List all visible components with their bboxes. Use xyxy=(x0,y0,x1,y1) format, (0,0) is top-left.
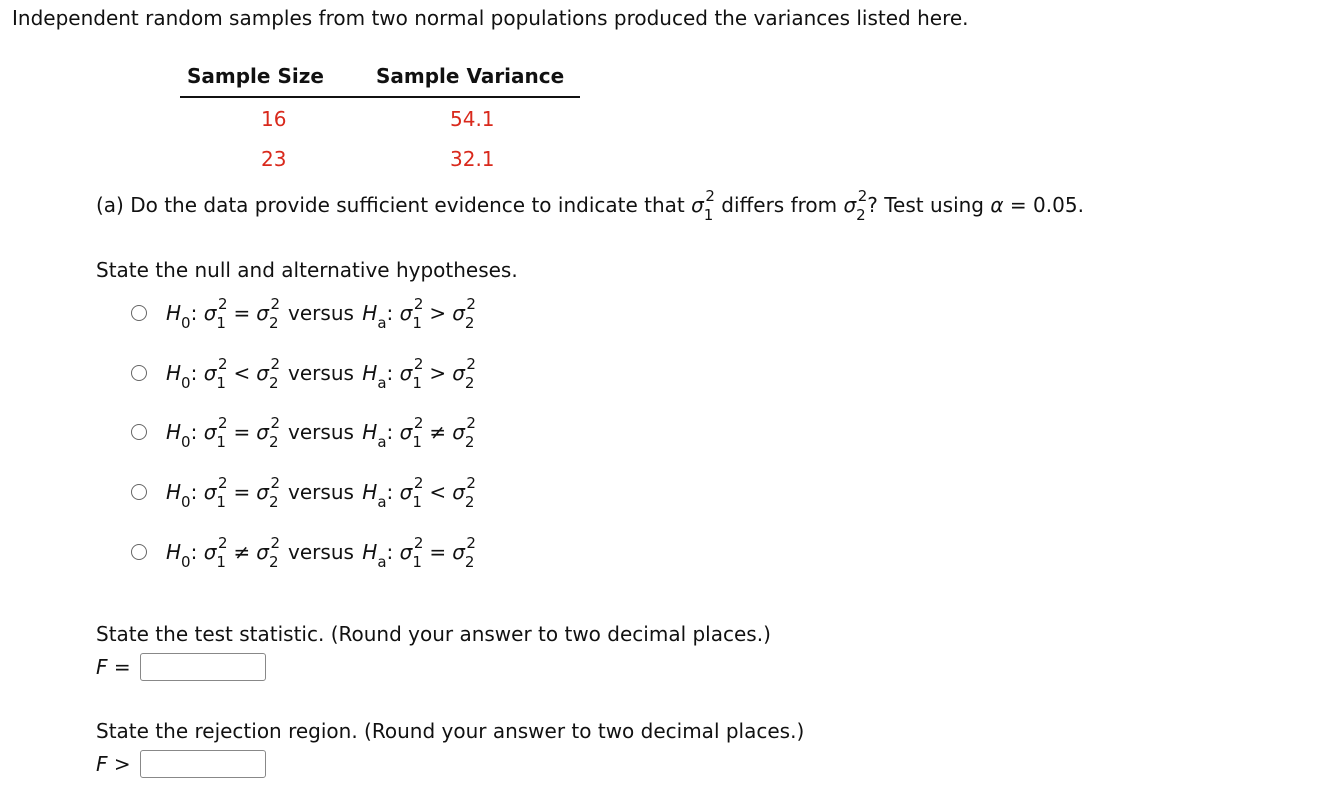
h-symbol: H xyxy=(166,420,182,444)
rejection-region-input[interactable] xyxy=(140,750,266,778)
hypothesis-option-1[interactable] xyxy=(131,295,476,332)
subscript: 0 xyxy=(181,433,191,451)
null-operator: = xyxy=(233,480,251,504)
cell-sample-variance-2: 32.1 xyxy=(450,147,495,171)
question-a-suffix: ? Test using xyxy=(867,193,991,217)
sigma-symbol: σ xyxy=(203,420,217,444)
null-operator: < xyxy=(233,361,251,385)
h-symbol: H xyxy=(166,361,182,385)
superscript: 2 xyxy=(217,295,228,313)
superscript: 2 xyxy=(466,355,476,373)
subscript: 0 xyxy=(181,553,191,571)
radio-button[interactable] xyxy=(131,544,147,560)
superscript: 2 xyxy=(857,187,868,205)
alternative-operator: < xyxy=(429,480,447,504)
superscript: 2 xyxy=(270,355,281,373)
sigma-symbol: σ xyxy=(399,361,413,385)
alpha-symbol: α xyxy=(990,193,1004,217)
subscript: 0 xyxy=(181,493,191,511)
subscript: 2 xyxy=(464,493,475,511)
radio-button[interactable] xyxy=(131,424,147,440)
equals-sign: = xyxy=(107,655,131,679)
superscript: 2 xyxy=(413,414,424,432)
hypothesis-option-3[interactable] xyxy=(131,414,476,451)
hypothesis-option-4[interactable] xyxy=(131,474,476,511)
sigma-symbol: σ xyxy=(256,420,269,444)
subscript: 2 xyxy=(268,314,279,332)
alpha-value: = 0.05. xyxy=(1003,193,1084,217)
superscript: 2 xyxy=(413,474,424,492)
versus-label: versus xyxy=(288,420,354,444)
radio-button[interactable] xyxy=(131,305,147,321)
sigma-symbol: σ xyxy=(399,301,413,325)
subscript: 2 xyxy=(856,206,866,224)
test-statistic-prompt: State the test statistic. (Round your answer to two decimal places.) xyxy=(96,622,771,646)
subscript: 1 xyxy=(216,553,226,571)
superscript: 2 xyxy=(217,414,228,432)
sigma-symbol: σ xyxy=(399,420,413,444)
subscript: 0 xyxy=(181,314,191,332)
subscript: 1 xyxy=(412,374,422,392)
colon: : xyxy=(386,420,394,444)
superscript: 2 xyxy=(413,355,424,373)
variable-f: F xyxy=(96,655,108,679)
subscript: 1 xyxy=(216,493,226,511)
sigma-symbol: σ xyxy=(452,420,465,444)
superscript: 2 xyxy=(466,295,476,313)
subscript: 1 xyxy=(216,374,226,392)
subscript: 1 xyxy=(412,553,422,571)
superscript: 2 xyxy=(270,534,281,552)
superscript: 2 xyxy=(413,534,424,552)
colon: : xyxy=(386,480,394,504)
subscript: 2 xyxy=(268,433,279,451)
question-a-prefix: (a) Do the data provide sufficient evidence to indicate that xyxy=(96,193,692,217)
hypothesis-option-text xyxy=(166,355,476,392)
subscript: 2 xyxy=(268,493,279,511)
sigma-symbol: σ xyxy=(256,540,269,564)
sigma-symbol: σ xyxy=(203,480,217,504)
h-symbol: H xyxy=(166,301,182,325)
versus-label: versus xyxy=(288,480,354,504)
alternative-operator: > xyxy=(429,301,447,325)
superscript: 2 xyxy=(217,355,228,373)
subscript: a xyxy=(377,314,387,332)
superscript: 2 xyxy=(705,187,715,205)
sigma-symbol: σ xyxy=(203,361,217,385)
header-sample-size: Sample Size xyxy=(187,64,324,88)
h-symbol: H xyxy=(362,420,378,444)
versus-label: versus xyxy=(288,361,354,385)
subscript: 1 xyxy=(412,433,422,451)
superscript: 2 xyxy=(270,414,281,432)
subscript: 1 xyxy=(412,314,422,332)
colon: : xyxy=(190,540,198,564)
colon: : xyxy=(190,420,198,444)
h-symbol: H xyxy=(362,361,378,385)
colon: : xyxy=(190,361,198,385)
cell-sample-size-1: 16 xyxy=(261,107,287,131)
superscript: 2 xyxy=(466,534,476,552)
null-operator: = xyxy=(233,301,251,325)
subscript: 2 xyxy=(464,374,475,392)
hypothesis-option-5[interactable] xyxy=(131,534,476,571)
h-symbol: H xyxy=(362,480,378,504)
subscript: 0 xyxy=(181,374,191,392)
alternative-operator: ≠ xyxy=(429,420,447,444)
hypothesis-option-2[interactable] xyxy=(131,355,476,392)
colon: : xyxy=(386,540,394,564)
subscript: a xyxy=(377,493,387,511)
radio-button[interactable] xyxy=(131,484,147,500)
subscript: 1 xyxy=(412,493,422,511)
question-a-middle: differs from xyxy=(714,193,844,217)
sigma-symbol: σ xyxy=(452,361,465,385)
superscript: 2 xyxy=(466,474,476,492)
hypotheses-prompt: State the null and alternative hypotheses. xyxy=(96,258,518,282)
sigma-symbol: σ xyxy=(203,301,217,325)
superscript: 2 xyxy=(270,295,281,313)
intro-text: Independent random samples from two normal populations produced the variances listed here. xyxy=(12,6,969,30)
subscript: a xyxy=(377,553,387,571)
superscript: 2 xyxy=(270,474,281,492)
greater-than-sign: > xyxy=(107,752,131,776)
colon: : xyxy=(386,301,394,325)
h-symbol: H xyxy=(362,301,378,325)
sigma-symbol: σ xyxy=(452,301,465,325)
sigma-symbol: σ xyxy=(399,480,413,504)
superscript: 2 xyxy=(466,414,476,432)
null-operator: = xyxy=(233,420,251,444)
hypothesis-option-text xyxy=(166,534,476,571)
sigma-symbol: σ xyxy=(452,480,465,504)
rejection-region-row xyxy=(96,750,266,778)
header-sample-variance: Sample Variance xyxy=(376,64,565,88)
subscript: a xyxy=(377,374,387,392)
sigma-symbol: σ xyxy=(691,193,704,217)
rejection-region-prompt: State the rejection region. (Round your answer to two decimal places.) xyxy=(96,719,805,743)
sigma-symbol: σ xyxy=(256,480,269,504)
rejection-region-label xyxy=(96,752,140,776)
subscript: a xyxy=(377,433,387,451)
subscript: 2 xyxy=(464,553,475,571)
sigma-symbol: σ xyxy=(843,193,857,217)
h-symbol: H xyxy=(166,540,182,564)
superscript: 2 xyxy=(413,295,424,313)
cell-sample-variance-1: 54.1 xyxy=(450,107,495,131)
sigma-symbol: σ xyxy=(399,540,413,564)
subscript: 2 xyxy=(464,433,475,451)
h-symbol: H xyxy=(166,480,182,504)
question-a xyxy=(96,187,1084,224)
subscript: 2 xyxy=(268,553,279,571)
versus-label: versus xyxy=(288,301,354,325)
colon: : xyxy=(386,361,394,385)
hypothesis-option-text xyxy=(166,474,476,511)
superscript: 2 xyxy=(217,474,228,492)
hypothesis-option-text xyxy=(166,295,476,332)
test-statistic-input[interactable] xyxy=(140,653,266,681)
hypothesis-option-text xyxy=(166,414,476,451)
sigma-symbol: σ xyxy=(256,301,269,325)
sigma-symbol: σ xyxy=(452,540,465,564)
variable-f: F xyxy=(96,752,108,776)
table-divider xyxy=(180,96,580,98)
superscript: 2 xyxy=(217,534,228,552)
alternative-operator: = xyxy=(429,540,447,564)
test-statistic-label xyxy=(96,655,140,679)
alternative-operator: > xyxy=(429,361,447,385)
subscript: 1 xyxy=(216,314,226,332)
cell-sample-size-2: 23 xyxy=(261,147,287,171)
sigma-symbol: σ xyxy=(203,540,217,564)
subscript: 1 xyxy=(703,206,714,224)
subscript: 1 xyxy=(216,433,226,451)
radio-button[interactable] xyxy=(131,365,147,381)
versus-label: versus xyxy=(288,540,354,564)
h-symbol: H xyxy=(362,540,378,564)
test-statistic-row xyxy=(96,653,266,681)
colon: : xyxy=(190,480,198,504)
subscript: 2 xyxy=(464,314,475,332)
colon: : xyxy=(190,301,198,325)
sigma-symbol: σ xyxy=(256,361,269,385)
null-operator: ≠ xyxy=(233,540,251,564)
subscript: 2 xyxy=(268,374,279,392)
